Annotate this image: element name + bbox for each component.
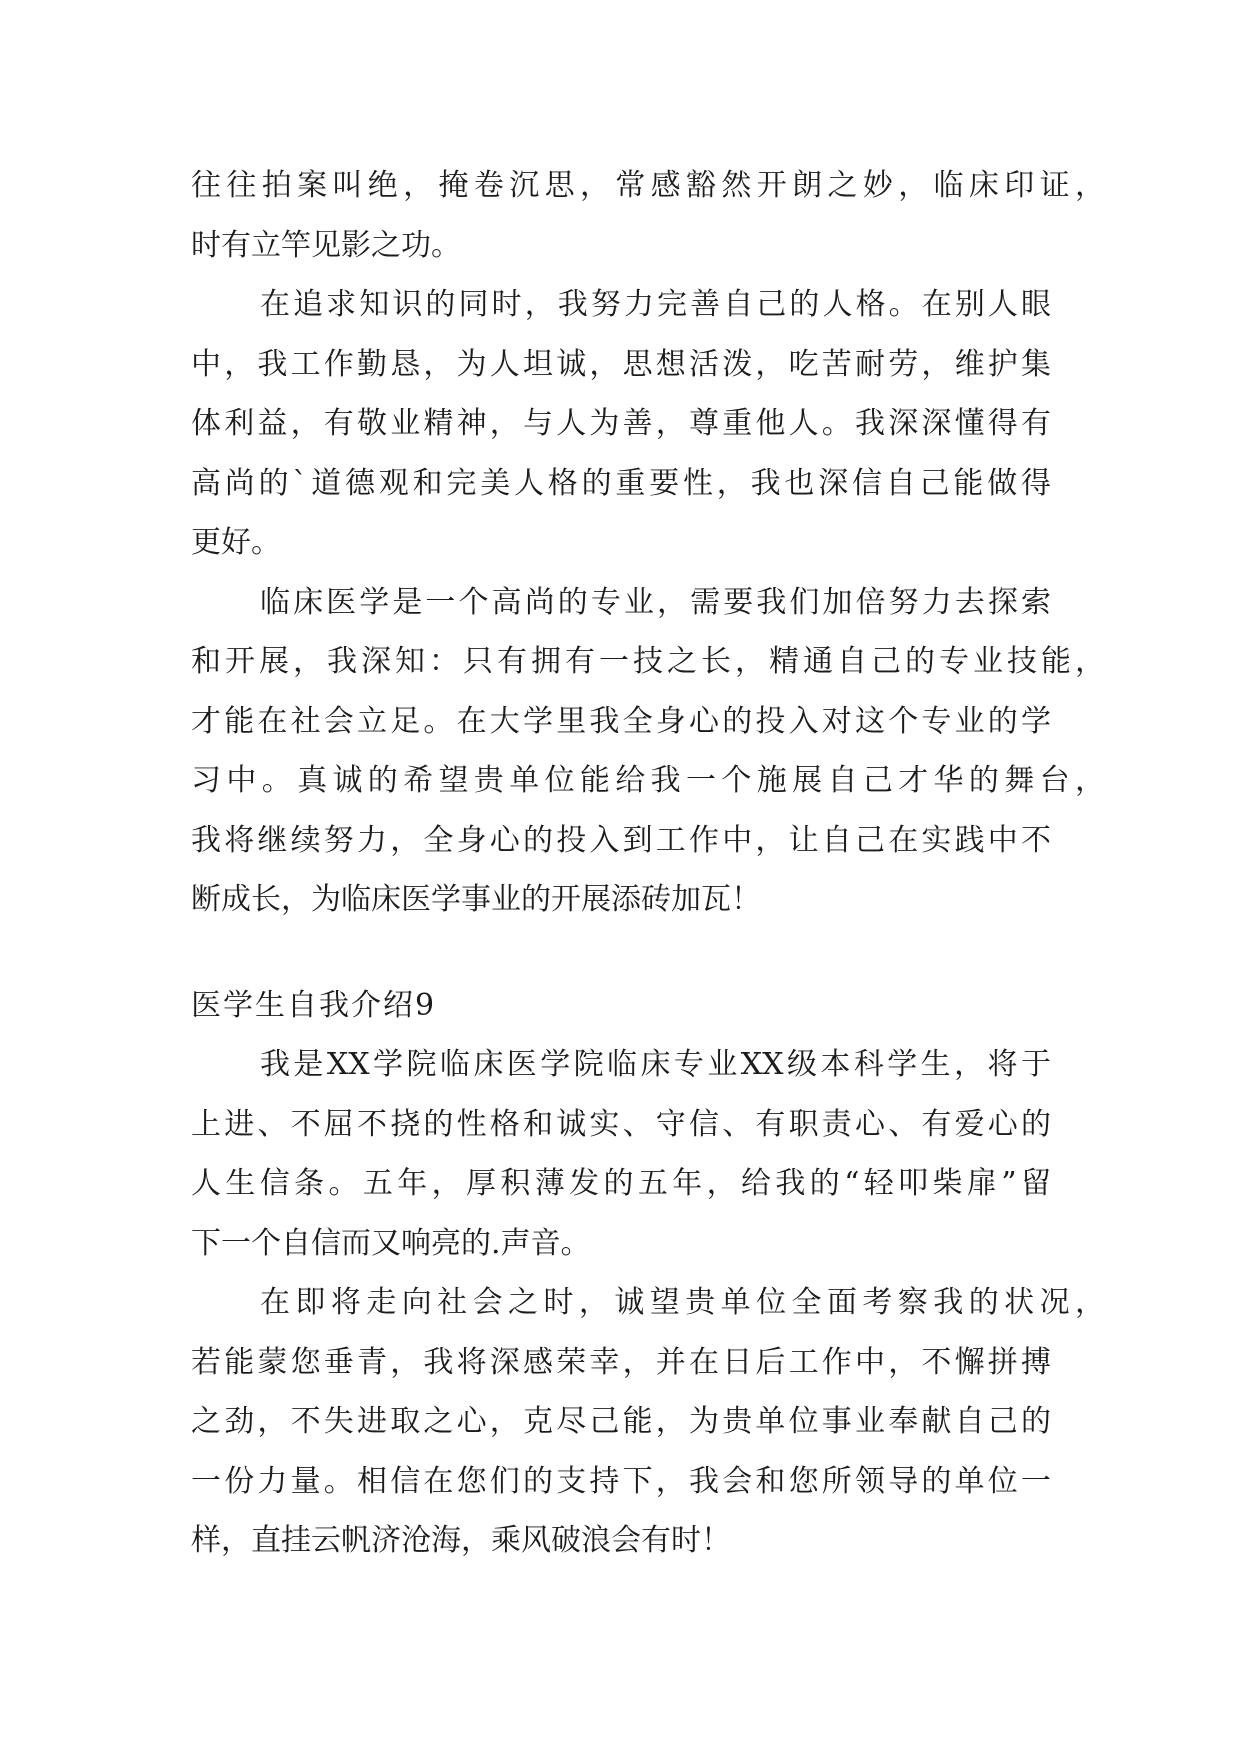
text-line: 断成长，为临床医学事业的开展添砖加瓦！ [191, 882, 761, 917]
text-line: 我是XX学院临床医学院临床专业XX级本科学生，将于 [260, 1047, 1051, 1082]
section-heading: 医学生自我介绍9 [191, 987, 437, 1023]
paragraph [191, 1273, 1105, 1571]
text-line: 人生信条。五年，厚积薄发的五年，给我的“轻叩柴扉”留 [191, 1166, 1051, 1201]
text-line: 之劲，不失进取之心，克尽己能，为贵单位事业奉献自己的 [191, 1404, 1051, 1439]
text-line: 在即将走向社会之时，诚望贵单位全面考察我的状况， [260, 1285, 1105, 1320]
text-line: 时有立竿见影之功。 [191, 227, 461, 263]
text-line: 在追求知识的同时，我努力完善自己的人格。在别人眼 [260, 287, 1051, 322]
paragraph [191, 1035, 1105, 1273]
text-line: 和开展，我深知：只有拥有一技之长，精通自己的专业技能， [191, 644, 1105, 679]
text-line: 一份力量。相信在您们的支持下，我会和您所领导的单位一 [191, 1463, 1051, 1499]
text-line: 往往拍案叫绝，掩卷沉思，常感豁然开朗之妙，临床印证， [191, 168, 1105, 203]
text-line: 才能在社会立足。在大学里我全身心的投入对这个专业的学 [191, 703, 1051, 739]
text-line: 更好。 [191, 525, 281, 560]
text-line: 中，我工作勤恳，为人坦诚，思想活泼，吃苦耐劳，维护集 [191, 346, 1051, 382]
text-line: 高尚的`道德观和完美人格的重要性，我也深信自己能做得 [191, 465, 1051, 501]
text-line: 体利益，有敬业精神，与人为善，尊重他人。我深深懂得有 [191, 406, 1051, 441]
text-line: 样，直挂云帆济沧海，乘风破浪会有时！ [191, 1523, 731, 1558]
paragraph [191, 156, 1105, 275]
paragraph [191, 275, 1105, 573]
document-body [191, 156, 1105, 1571]
text-line: 上进、不屈不挠的性格和诚实、守信、有职责心、有爱心的 [191, 1106, 1051, 1142]
text-line: 我将继续努力，全身心的投入到工作中，让自己在实践中不 [191, 822, 1051, 858]
text-line: 若能蒙您垂青，我将深感荣幸，并在日后工作中，不懈拼搏 [191, 1344, 1051, 1380]
text-line: 临床医学是一个高尚的专业，需要我们加倍努力去探索 [260, 584, 1051, 620]
text-line: 习中。真诚的希望贵单位能给我一个施展自己才华的舞台， [191, 763, 1105, 798]
paragraph [191, 573, 1105, 930]
text-line: 下一个自信而又响亮的.声音。 [191, 1225, 591, 1261]
